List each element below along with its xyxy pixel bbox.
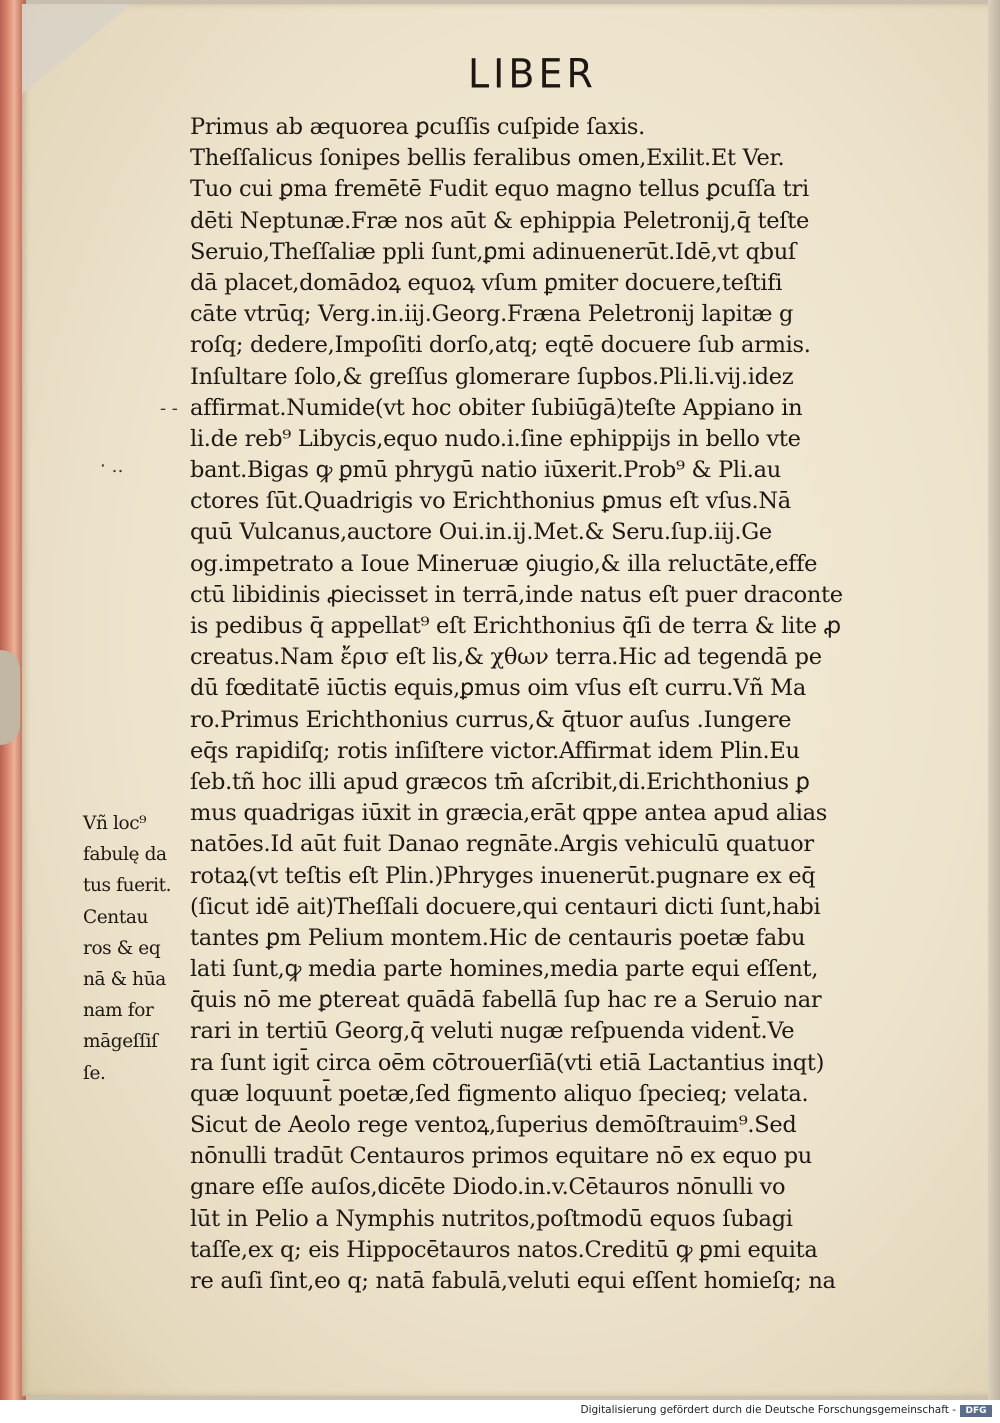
text-line: ra ſunt igit̄ circa oēm cōtrouerſiā(vti etiā Lactantius inqt) (190, 1049, 825, 1076)
text-line: affirmat.Numide(vt hoc obiter ſubiūgā)teſte Appiano in (190, 394, 803, 421)
margin-note-line: nam for (83, 1000, 154, 1022)
text-line: tantes ꝑm Pelium montem.Hic de centauris poetæ fabu (190, 924, 806, 951)
text-line: Theſſalicus ſonipes bellis feralibus omen,Exilit.Et Ver. (190, 145, 785, 172)
text-line: quæ loquunt̄ poetæ,ſed figmento aliquo ſpecieq; velata. (190, 1080, 809, 1107)
text-line: nōnulli tradūt Centauros primos equitare nō ex equo pu (190, 1143, 812, 1170)
margin-note-line: ros & eq (83, 937, 161, 959)
text-line: quū Vulcanus,auctore Oui.in.ij.Met.& Seru.ſup.iij.Ge (190, 519, 772, 546)
text-line: ro.Primus Erichthonius currus,& q̄tuor auſus .Iungere (190, 706, 792, 733)
text-line: dēti Neptunæ.Fræ nos aūt & ephippia Peletronij,q̄ teſte (190, 207, 810, 234)
book-edge-notch (0, 650, 20, 745)
text-line: lūt in Pelio a Nymphis nutritos,poſtmodū equos ſubagi (190, 1205, 793, 1232)
margin-note-line: Centau (83, 906, 148, 928)
text-line: li.de reb⁹ Libycis,equo nudo.i.ſine ephippijs in bello vte (190, 425, 801, 452)
text-line: q̄uis nō me ꝑtereat quādā fabellā ſup hac re a Seruio nar (190, 987, 822, 1014)
text-line: lati ſunt,ꝙ media parte homines,media parte equi eſſent, (190, 956, 819, 983)
text-line: Inſultare ſolo,& greſſus glomerare ſupbos.Pli.li.vij.idez (190, 363, 794, 390)
margin-note-line: Vñ loc⁹ (83, 813, 147, 834)
text-line: creatus.Nam ἔρισ eſt lis,& χθων terra.Hic ad tegendā pe (190, 644, 822, 671)
margin-note-line: māgeſſiſ (83, 1031, 158, 1053)
text-line: og.impetrato a Ioue Mineruæ ꝯiugio,& illa reluctāte,effe (190, 550, 818, 577)
text-line: re auſi ſint,eo q; natā fabulā,veluti equi eſſent homieſq; na (190, 1267, 836, 1294)
text-line: roſq; dedere,Impoſiti dorſo,atq; eqtē docuere ſub armis. (190, 332, 811, 359)
text-line: mus quadrigas iūxit in græcia,erāt qppe antea apud alias (190, 800, 827, 827)
text-line: Sicut de Aeolo rege ventoꝝ,ſuperius demōſtrauim⁹.Sed (190, 1112, 797, 1138)
text-line: taſſe,ex q; eis Hippocētauros natos.Creditū ꝙ ꝑmi equita (190, 1236, 818, 1263)
body-text (190, 112, 930, 1297)
corner-fold (22, 4, 132, 94)
running-head: LIBER (468, 50, 597, 98)
text-line: cāte vtrūq; Verg.in.iij.Georg.Fræna Peletronij lapitæ g (190, 301, 794, 328)
text-line: dā placet,domādoꝝ equoꝝ vſum ꝑmiter docuere,teſtifi (190, 269, 783, 296)
text-line: (ſicut idē ait)Theſſali docuere,qui centauri dicti ſunt,habi (190, 893, 821, 920)
margin-note-line: nā & hūa (83, 968, 166, 990)
margin-note-line: fabulę da (83, 844, 167, 866)
text-line: ctores ſūt.Quadrigis vo Erichthonius ꝑmus eſt vſus.Nā (190, 488, 791, 515)
text-line: bant.Bigas ꝙ ꝑmū phrygū natio iūxerit.Prob⁹ & Pli.au (190, 457, 781, 484)
dfg-logo-icon: DFG (960, 1405, 992, 1417)
text-line: Tuo cui ꝑma fremētē Fudit equo magno tellus ꝑcuſſa tri (190, 176, 809, 203)
book-edge-right (988, 0, 1000, 1400)
footer-credit: Digitalisierung gefördert durch die Deutsche Forschungsgemeinschaft - (580, 1404, 956, 1416)
text-line: dū fœditatē iūctis equis,ꝑmus oim vſus eſt curru.Vñ Ma (190, 675, 807, 702)
text-line: eq̄s rapidiſq; rotis inſiſtere victor.Affirmat idem Plin.Eu (190, 737, 800, 764)
text-line: Seruio,Theſſaliæ ppli ſunt,ꝑmi adinuenerūt.Idē,vt qbuſ (190, 238, 796, 265)
text-line: rotaꝝ(vt teſtis eſt Plin.)Phryges inuenerūt.pugnare ex eq̄ (190, 862, 816, 889)
text-line: gnare eſſe auſos,dicēte Diodo.in.v.Cētauros nōnulli vo (190, 1174, 786, 1201)
margin-note-line: ſe. (83, 1062, 106, 1084)
margin-note-line: tus fuerit. (83, 875, 172, 897)
text-line: is pedibus q̄ appellat⁹ eſt Erichthonius q̄ſi de terra & lite ꝓ (190, 613, 841, 639)
margin-note (83, 808, 188, 1089)
margin-mark: ‧ ‥ (100, 456, 124, 477)
margin-mark: - - (160, 398, 178, 419)
text-line: ſeb.tñ hoc illi apud græcos tm̄ aſcribit,di.Erichthonius ꝑ (190, 768, 810, 795)
text-line: Primus ab æquorea ꝑcuſſis cuſpide ſaxis. (190, 114, 645, 140)
text-line: ctū libidinis ꝓiecisset in terrā,inde natus eſt puer draconte (190, 581, 843, 608)
text-line: rari in tertiū Georg,q̄ veluti nugæ reſpuenda vident̄.Ve (190, 1018, 795, 1045)
text-line: natōes.Id aūt fuit Danao regnāte.Argis vehiculū quatuor (190, 831, 814, 858)
footer-bar (0, 1400, 1000, 1423)
